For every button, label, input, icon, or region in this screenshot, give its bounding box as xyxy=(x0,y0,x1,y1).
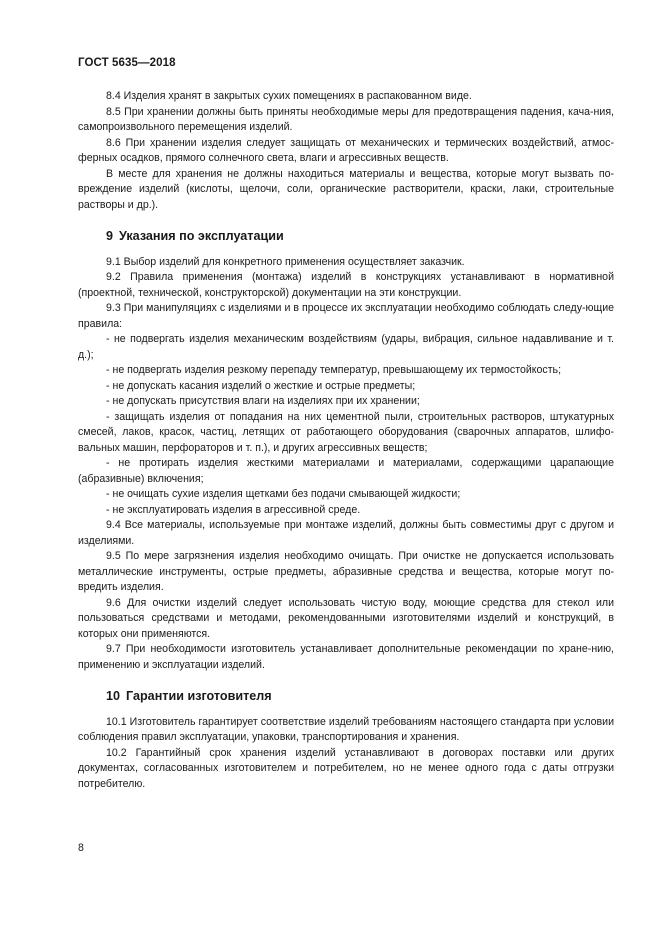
list-item: - не допускать присутствия влаги на изделиях при их хранении; xyxy=(106,395,420,407)
page-number: 8 xyxy=(78,842,84,854)
list-item: - не допускать касания изделий о жесткие и острые предметы; xyxy=(106,379,416,392)
section-number: 10 xyxy=(106,689,121,703)
paragraph-8-6: 8.6 При хранении изделия следует защищать от механических и термических воздействий, атмос-ферных осадков, прямого солнечного света, влаги и агрессивных веществ. xyxy=(78,136,614,164)
section-title: Гарантии изготовителя xyxy=(126,689,272,703)
paragraph-9-7: 9.7 При необходимости изготовитель устанавливает дополнительные рекомендации по хране-нию, применению и эксплуатации изделий. xyxy=(78,643,614,671)
paragraph-9-5: 9.5 По мере загрязнения изделия необходимо очищать. При очистке не допускается использовать металлические инструменты, острые предметы, абразивные средства и вещества, которые могут по-вредить изделия. xyxy=(78,550,614,593)
paragraph-8-5: 8.5 При хранении должны быть приняты необходимые меры для предотвращения падения, кача-ния, самопроизвольного перемещения изделий. xyxy=(78,105,614,133)
paragraph-8-4: 8.4 Изделия хранят в закрытых сухих помещениях в распакованном виде. xyxy=(106,90,472,102)
paragraph-9-1: 9.1 Выбор изделий для конкретного применения осуществляет заказчик. xyxy=(106,255,465,268)
section-heading-10 xyxy=(78,689,614,705)
paragraph-9-2: 9.2 Правила применения (монтажа) изделий в конструкциях устанавливают в нормативной (проектной, технической, конструкторской) документации на эти конструкции. xyxy=(78,271,614,299)
section-number: 9 xyxy=(106,229,114,243)
list-item: - не протирать изделия жесткими материалами и материалами, содержащими царапающие (абразивные) включения; xyxy=(78,457,614,485)
paragraph-10-1: 10.1 Изготовитель гарантирует соответствие изделий требованиям настоящего стандарта при условии соблюдения правил эксплуатации, упаковки, транспортирования и хранения. xyxy=(78,715,614,743)
section-title: Указания по эксплуатации xyxy=(119,229,284,243)
list-item: - не подвергать изделия механическим воздействиям (удары, вибрация, сильное надавливание и т. д.); xyxy=(78,333,614,361)
paragraph-10-2: 10.2 Гарантийный срок хранения изделий устанавливают в договорах поставки или других документах, согласованных изготовителем и потребителем, но не менее одного года с даты отгрузки потребителю. xyxy=(78,746,614,790)
paragraph-9-3: 9.3 При манипуляциях с изделиями и в процессе их эксплуатации необходимо соблюдать следу-ющие правила: xyxy=(78,302,614,330)
list-item: - не подвергать изделия резкому перепаду температур, превышающему их термостойкость; xyxy=(106,364,562,376)
section-heading-9 xyxy=(78,229,614,245)
paragraph-storage-restrictions: В месте для хранения не должны находиться материалы и вещества, которые могут вызвать по-вреждение изделий (кислоты, щелочи, соли, органические растворители, краски, лаки, строительные растворы и др.). xyxy=(78,167,614,211)
list-item: - защищать изделия от попадания на них цементной пыли, строительных растворов, штукатурных смесей, лаков, красок, частиц, летящих от работающего оборудования (сварочных аппаратов, шлифо-вальных машин, перфораторов и т. п.), и других агрессивных веществ; xyxy=(78,410,614,454)
paragraph-9-4: 9.4 Все материалы, используемые при монтаже изделий, должны быть совместимы друг с другом и изделиями. xyxy=(78,519,614,547)
list-item: - не эксплуатировать изделия в агрессивной среде. xyxy=(106,503,361,516)
paragraph-9-6: 9.6 Для очистки изделий следует использовать чистую воду, моющие средства для стекол или пользоваться средствами и методами, рекомендованными изготовителями изделий и конструкций, в которых они применяются. xyxy=(78,596,614,640)
list-item: - не очищать сухие изделия щетками без подачи смывающей жидкости; xyxy=(106,488,461,500)
document-header: ГОСТ 5635—2018 xyxy=(78,57,176,69)
page-body xyxy=(78,89,614,792)
